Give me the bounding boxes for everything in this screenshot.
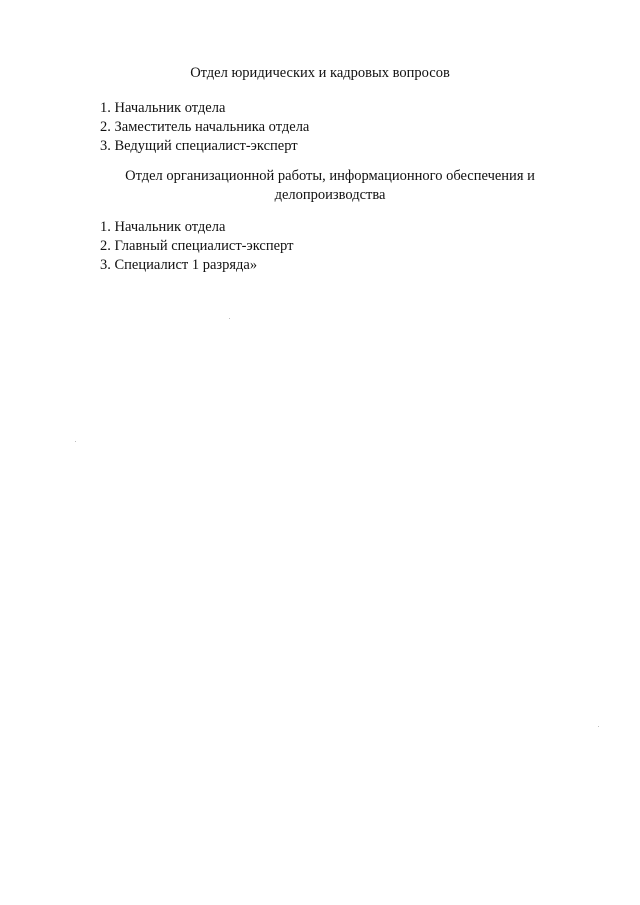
section-title-line: делопроизводства bbox=[274, 187, 386, 203]
list-item: 3. Специалист 1 разряда» bbox=[100, 257, 258, 273]
section-title-line: Отдел организационной работы, информационного обеспечения и bbox=[125, 168, 535, 184]
list-item: 2. Главный специалист-эксперт bbox=[100, 238, 294, 254]
list-item: 1. Начальник отдела bbox=[100, 100, 226, 116]
list-item: 3. Ведущий специалист-эксперт bbox=[100, 138, 298, 154]
scan-speck bbox=[75, 441, 76, 442]
position-list-legal-hr bbox=[100, 99, 309, 156]
list-item: 2. Заместитель начальника отдела bbox=[100, 119, 310, 135]
section-title-organizational bbox=[100, 167, 560, 205]
scan-speck bbox=[598, 726, 599, 727]
section-title-legal-hr: Отдел юридических и кадровых вопросов bbox=[190, 65, 450, 81]
scan-speck bbox=[229, 318, 230, 319]
position-list-organizational bbox=[100, 218, 293, 275]
list-item: 1. Начальник отдела bbox=[100, 219, 226, 235]
